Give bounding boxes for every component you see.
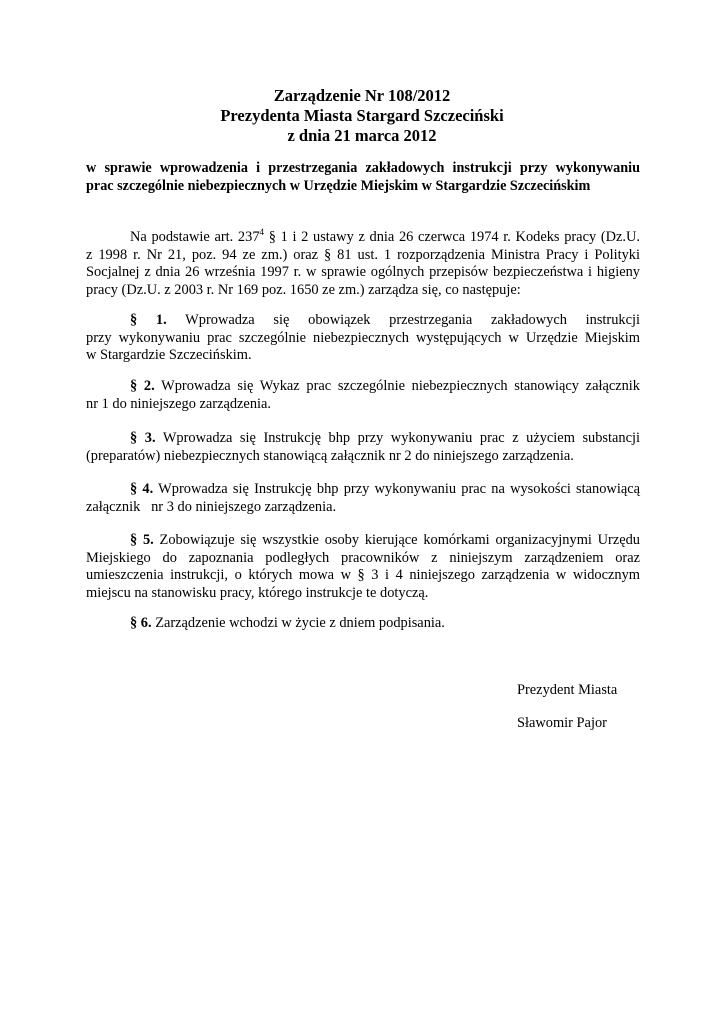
document-title xyxy=(0,86,724,146)
paragraph-5-text-1: Zobowiązuje się wszystkie osoby kierujące komórkami organizacyjnymi Urzędu xyxy=(153,532,641,548)
paragraph-4-text-1: Wprowadza się Instrukcję bhp przy wykonywaniu prac na wysokości stanowiącą xyxy=(153,481,640,497)
paragraph-1 xyxy=(86,312,640,365)
paragraph-2-text-1: Wprowadza się Wykaz prac szczególnie niebezpiecznych stanowiący załącznik xyxy=(154,378,641,394)
subject-line-1: w sprawie wprowadzenia i przestrzegania zakładowych instrukcji przy wykonywaniu xyxy=(86,160,640,176)
document-subject xyxy=(86,160,640,195)
paragraph-4-mark: § 4. xyxy=(130,481,154,497)
paragraph-2-line-2: nr 1 do niniejszego zarządzenia. xyxy=(86,395,271,412)
paragraph-4-line-2: załącznik nr 3 do niniejszego zarządzenia. xyxy=(86,498,337,515)
paragraph-5-line-2: Miejskiego do zapoznania podległych pracowników z niniejszym zarządzeniem oraz xyxy=(86,549,640,566)
paragraph-5 xyxy=(86,532,640,602)
paragraph-2-line-1 xyxy=(86,378,640,396)
paragraph-3 xyxy=(86,430,640,465)
paragraph-3-line-1 xyxy=(86,430,640,448)
preamble-line-2: z 1998 r. Nr 21, poz. 94 ze zm.) oraz § 81 ust. 1 rozporządzenia Ministra Pracy i Polityki xyxy=(86,246,640,263)
title-line-issuer: Prezydenta Miasta Stargard Szczeciński xyxy=(220,106,504,125)
article-superscript: 4 xyxy=(259,227,265,237)
paragraph-4-line-1 xyxy=(86,481,640,499)
paragraph-6 xyxy=(86,615,640,633)
paragraph-1-line-2: przy wykonywaniu prac szczególnie niebezpiecznych występujących w Urzędzie Miejskim xyxy=(86,329,640,346)
paragraph-5-line-3: umieszczenia instrukcji, o których mowa w § 3 i 4 niniejszego zarządzenia w widocznym xyxy=(86,567,640,583)
paragraph-2 xyxy=(86,378,640,413)
paragraph-6-text-1: Zarządzenie wchodzi w życie z dniem podpisania. xyxy=(151,615,445,631)
paragraph-3-line-2: (preparatów) niebezpiecznych stanowiącą załącznik nr 2 do niniejszego zarządzenia. xyxy=(86,447,574,464)
preamble-line-4: pracy (Dz.U. z 2003 r. Nr 169 poz. 1650 ze zm.) zarządza się, co następuje: xyxy=(86,281,521,298)
title-line-ordinance-number: Zarządzenie Nr 108/2012 xyxy=(273,86,451,105)
preamble-line-1 xyxy=(86,229,640,247)
title-line-date: z dnia 21 marca 2012 xyxy=(287,126,437,145)
paragraph-3-text-1: Wprowadza się Instrukcję bhp przy wykonywaniu prac z użyciem substancji xyxy=(155,430,640,446)
preamble-line-3: Socjalnej z dnia 26 września 1997 r. w sprawie ogólnych przepisów bezpieczeństwa i higieny xyxy=(86,264,640,280)
paragraph-1-text-1: Wprowadza się obowiązek przestrzegania zakładowych instrukcji xyxy=(166,312,640,328)
preamble-text-a: Na podstawie art. 237 xyxy=(130,229,260,245)
paragraph-1-line-1 xyxy=(86,312,640,330)
paragraph-5-line-1 xyxy=(86,532,640,550)
paragraph-6-mark: § 6. xyxy=(130,615,152,631)
paragraph-4 xyxy=(86,481,640,516)
paragraph-2-mark: § 2. xyxy=(130,378,155,394)
preamble xyxy=(86,229,640,299)
preamble-text-b: § 1 i 2 ustawy z dnia 26 czerwca 1974 r. Kodeks pracy (Dz.U. xyxy=(264,229,640,245)
signature-name: Sławomir Pajor xyxy=(517,715,607,731)
paragraph-3-mark: § 3. xyxy=(130,430,156,446)
paragraph-1-mark: § 1. xyxy=(130,312,167,328)
paragraph-6-line-1 xyxy=(86,615,640,633)
paragraph-5-mark: § 5. xyxy=(130,532,154,548)
subject-line-2: prac szczególnie niebezpiecznych w Urzędzie Miejskim w Stargardzie Szczecińskim xyxy=(86,177,591,194)
paragraph-5-line-4: miejscu na stanowisku pracy, którego instrukcje te dotyczą. xyxy=(86,584,429,601)
paragraph-1-line-3: w Stargardzie Szczecińskim. xyxy=(86,347,252,363)
signature-title: Prezydent Miasta xyxy=(517,682,618,698)
